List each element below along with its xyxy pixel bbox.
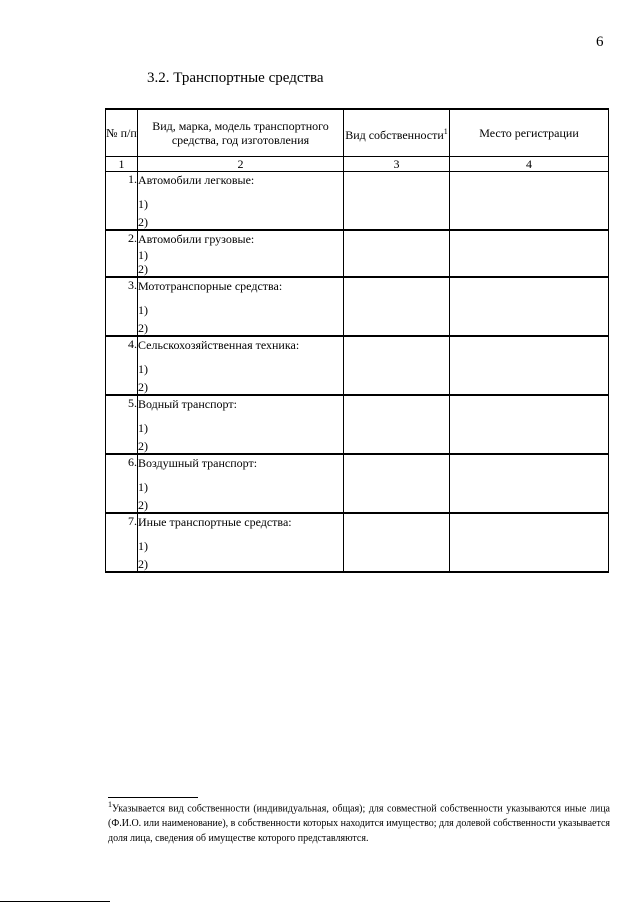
ownership-cell	[344, 454, 450, 513]
place-cell	[450, 336, 609, 395]
header-ownership	[344, 109, 450, 157]
ownership-cell	[344, 336, 450, 395]
table-row	[106, 395, 609, 454]
place-cell	[450, 395, 609, 454]
column-number: 3	[344, 157, 450, 172]
category-label: Автомобили легковые:	[138, 173, 255, 187]
row-description	[138, 277, 344, 336]
row-index: 7.	[106, 513, 138, 572]
ownership-cell	[344, 172, 450, 231]
item-line: 2)	[138, 557, 148, 571]
header-place: Место регистрации	[450, 109, 609, 157]
item-line: 2)	[138, 321, 148, 335]
row-index: 1.	[106, 172, 138, 231]
header-ownership-label: Вид собственности	[345, 127, 444, 142]
category-label: Мототранспорные средства:	[138, 279, 283, 293]
table-row	[106, 277, 609, 336]
footnote-ref: 1	[443, 126, 448, 136]
row-index: 3.	[106, 277, 138, 336]
ownership-cell	[344, 513, 450, 572]
column-number: 1	[106, 157, 138, 172]
page-number: 6	[596, 34, 604, 50]
ownership-cell	[344, 230, 450, 277]
item-line: 2)	[138, 262, 148, 276]
item-line: 2)	[138, 380, 148, 394]
ownership-cell	[344, 395, 450, 454]
column-number: 2	[138, 157, 344, 172]
item-line: 2)	[138, 439, 148, 453]
header-num: № п/п	[106, 109, 138, 157]
item-line: 2)	[138, 498, 148, 512]
column-number-row	[106, 157, 609, 172]
place-cell	[450, 513, 609, 572]
row-index: 2.	[106, 230, 138, 277]
header-kind: Вид, марка, модель транспортного средства, год изготовления	[138, 109, 344, 157]
row-description	[138, 454, 344, 513]
row-index: 4.	[106, 336, 138, 395]
footnote-text: Указывается вид собственности (индивидуальная, общая); для совместной собственности указываются иные лица (Ф.И.О. или наименование), в собственности которых находится имущество; для долевой собственности указывается доля лица, сведения об имуществе которого представляются.	[108, 803, 610, 845]
category-label: Автомобили грузовые:	[138, 232, 255, 246]
category-label: Воздушный транспорт:	[138, 456, 258, 470]
item-line: 1)	[138, 480, 148, 494]
table-row	[106, 230, 609, 277]
section-title: 3.2. Транспортные средства	[147, 70, 324, 86]
category-label: Иные транспортные средства:	[138, 515, 292, 529]
page-bottom-rule	[0, 901, 110, 902]
row-description	[138, 395, 344, 454]
item-line: 1)	[138, 248, 148, 262]
place-cell	[450, 277, 609, 336]
category-label: Сельскохозяйственная техника:	[138, 338, 300, 352]
row-description	[138, 336, 344, 395]
table-row	[106, 172, 609, 231]
footnote-mark: 1	[108, 800, 112, 809]
place-cell	[450, 172, 609, 231]
item-line: 1)	[138, 197, 148, 211]
table-row	[106, 513, 609, 572]
row-description	[138, 513, 344, 572]
item-line: 2)	[138, 215, 148, 229]
vehicles-table	[105, 108, 609, 573]
place-cell	[450, 230, 609, 277]
footnote	[108, 797, 610, 846]
column-number: 4	[450, 157, 609, 172]
item-line: 1)	[138, 421, 148, 435]
table-row	[106, 454, 609, 513]
row-description	[138, 172, 344, 231]
category-label: Водный транспорт:	[138, 397, 237, 411]
place-cell	[450, 454, 609, 513]
item-line: 1)	[138, 303, 148, 317]
item-line: 1)	[138, 362, 148, 376]
row-description	[138, 230, 344, 277]
table-header-row	[106, 109, 609, 157]
item-line: 1)	[138, 539, 148, 553]
row-index: 6.	[106, 454, 138, 513]
row-index: 5.	[106, 395, 138, 454]
table-row	[106, 336, 609, 395]
ownership-cell	[344, 277, 450, 336]
